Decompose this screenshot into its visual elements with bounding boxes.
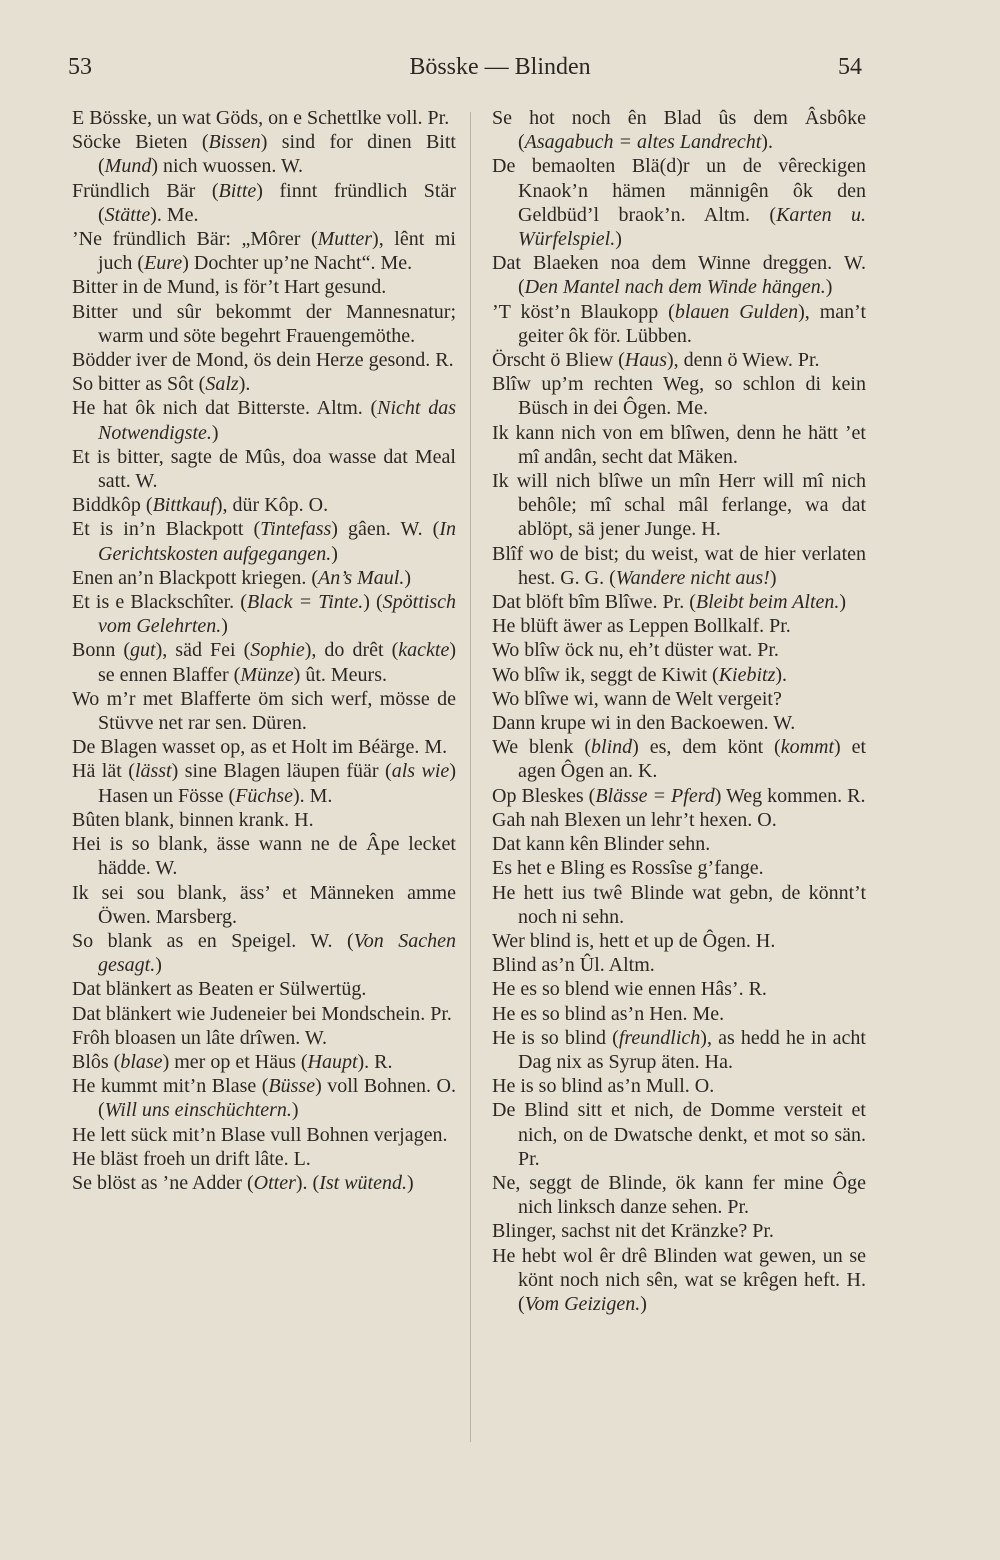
proverb-entry: Ik kann nich von em blîwen, denn he hätt ’et mî andân, secht dat Mäken. (492, 421, 866, 468)
proverb-entry: Dat kann kên Blinder sehn. (492, 833, 711, 856)
proverb-entry: Ik will nich blîwe un mîn Herr will mî nich behôle; mî schal mâl ferlange, wa dat ablöpt, sä jener Junge. H. (492, 470, 866, 541)
proverb-entry: Ne, seggt de Blinde, ök kann fer mine Ôge nich linksch danze sehen. Pr. (492, 1171, 866, 1219)
proverb-entry: ’Ne fründlich Bär: „Môrer (Mutter), lênt mi juch (Eure) Dochter up’ne Nacht“. Me. (72, 228, 456, 275)
proverb-entry: Ik sei sou blank, äss’ et Männeken amme Öwen. Marsberg. (72, 881, 456, 928)
proverb-entry: He hett ius twê Blinde wat gebn, de könnt’t noch ni sehn. (492, 881, 866, 928)
proverb-entry: Dat blänkert wie Judeneier bei Mondschein. Pr. (72, 1002, 452, 1025)
proverb-entry: Blinger, sachst nit det Kränzke? Pr. (492, 1220, 774, 1243)
proverb-entry: E Bösske, un wat Göds, on e Schettlke voll. Pr. (72, 107, 450, 129)
proverb-entry: He lett sück mit’n Blase vull Bohnen verjagen. (72, 1123, 448, 1146)
proverb-entry: Dat Blaeken noa dem Winne dreggen. W. (Den Mantel nach dem Winde hängen.) (492, 252, 866, 299)
proverb-entry: He blüft äwer as Leppen Bollkalf. Pr. (492, 615, 791, 638)
column-divider (470, 112, 471, 1442)
proverb-entry: Hä lät (lässt) sine Blagen läupen füär (als wie) Hasen un Fösse (Füchse). M. (72, 760, 456, 807)
proverb-entry: He hat ôk nich dat Bitterste. Altm. (Nicht das Notwendigste.) (72, 397, 456, 444)
proverb-entry: ’T köst’n Blaukopp (blauen Gulden), man’t geiter ôk för. Lübben. (492, 300, 867, 347)
proverb-entry: Dann krupe wi in den Backoewen. W. (492, 712, 796, 735)
proverb-entry: Wer blind is, hett et up de Ôgen. H. (492, 929, 776, 952)
proverb-entry: Wo blîw ik, seggt de Kiwit (Kiebitz). (492, 663, 788, 686)
proverb-entry: Bonn (gut), säd Fei (Sophie), do drêt (kackte) se ennen Blaffer (Münze) ût. Meurs. (72, 639, 457, 686)
proverb-entry: Söcke Bieten (Bissen) sind for dinen Bitt (Mund) nich wuossen. W. (72, 131, 456, 178)
proverb-entry: Blôs (blase) mer op et Häus (Haupt). R. (72, 1050, 393, 1073)
proverb-entry: He kummt mit’n Blase (Büsse) voll Bohnen. O. (Will uns einschüchtern.) (72, 1075, 456, 1122)
proverb-entry: Se hot noch ên Blad ûs dem Âsbôke (Asagabuch = altes Landrecht). (492, 107, 866, 154)
proverb-entry: Fründlich Bär (Bitte) finnt fründlich Stär (Stätte). Me. (72, 179, 456, 226)
proverb-entry: De Blagen wasset op, as et Holt im Béärge. M. (72, 736, 448, 759)
right-text-column (492, 106, 866, 1316)
proverb-entry: Enen an’n Blackpott kriegen. (An’s Maul.) (72, 566, 412, 589)
proverb-entry: We blenk (blind) es, dem könt (kommt) et agen Ôgen an. K. (492, 736, 866, 783)
proverb-entry: He es so blend wie ennen Hâs’. R. (492, 978, 767, 1001)
proverb-entry: Bûten blank, binnen krank. H. (72, 808, 314, 831)
running-title: Bösske — Blinden (409, 54, 591, 80)
proverb-entry: So blank as en Speigel. W. (Von Sachen gesagt.) (72, 929, 456, 977)
proverb-entry: De bemaolten Blä(d)r un de vêreckigen Knaok’n hämen männigên ôk den Geldbüd’l braok’n. Altm. (Karten u. Würfelspiel.) (492, 155, 866, 251)
proverb-entry: He es so blind as’n Hen. Me. (492, 1002, 725, 1025)
proverb-entry: Gah nah Blexen un lehr’t hexen. O. (492, 808, 777, 831)
proverb-entry: Bödder iver de Mond, ös dein Herze gesond. R. (72, 349, 454, 372)
proverb-entry: Bitter und sûr bekommt der Mannesnatur; warm und söte begehrt Frauengemöthe. (72, 300, 456, 347)
proverb-entry: Dat blöft bîm Blîwe. Pr. (Bleibt beim Alten.) (492, 591, 847, 614)
proverb-entry: Blîf wo de bist; du weist, wat de hier verlaten hest. G. G. (Wandere nicht aus!) (492, 542, 866, 589)
proverb-entry: Wo blîwe wi, wann de Welt vergeit? (492, 687, 782, 710)
proverb-entry: Dat blänkert as Beaten er Sülwertüg. (72, 978, 367, 1001)
proverb-entry: De Blind sitt et nich, de Domme versteit et nich, on de Dwatsche denkt, et mot so sän. Pr. (492, 1099, 866, 1170)
proverb-entry: Et is in’n Blackpott (Tintefass) gâen. W. (In Gerichtskosten aufgegangen.) (72, 518, 456, 565)
proverb-entry: Biddkôp (Bittkauf), dür Kôp. O. (72, 494, 329, 517)
proverb-entry: Blîw up’m rechten Weg, so schlon di kein Büsch in dei Ôgen. Me. (492, 373, 866, 420)
proverb-entry: He hebt wol êr drê Blinden wat gewen, un se könt noch nich sên, wat se krêgen heft. H. (Vom Geizigen.) (492, 1244, 866, 1315)
proverb-entry: Hei is so blank, ässe wann ne de Âpe lecket hädde. W. (72, 833, 456, 880)
proverb-entry: Wo blîw öck nu, eh’t düster wat. Pr. (492, 639, 779, 662)
proverb-entry: So bitter as Sôt (Salz). (72, 373, 251, 396)
proverb-entry: Se blöst as ’ne Adder (Otter). (Ist wütend.) (72, 1171, 414, 1194)
proverb-entry: Bitter in de Mund, is för’t Hart gesund. (72, 276, 387, 299)
left-page-number: 53 (68, 54, 92, 80)
proverb-entry: He is so blind (freundlich), as hedd he in acht Dag nix as Syrup äten. Ha. (492, 1026, 866, 1073)
proverb-entry: Es het e Bling es Rossîse g’fange. (492, 857, 764, 880)
proverb-entry: Et is e Blackschîter. (Black = Tinte.) (Spöttisch vom Gelehrten.) (72, 591, 456, 638)
proverb-entry: Wo m’r met Blafferte öm sich werf, mösse de Stüvve net rar sen. Düren. (72, 687, 456, 735)
proverb-entry: Et is bitter, sagte de Mûs, doa wasse dat Meal satt. W. (72, 445, 456, 493)
proverb-entry: Frôh bloasen un lâte drîwen. W. (72, 1026, 327, 1049)
proverb-entry: He is so blind as’n Mull. O. (492, 1075, 715, 1098)
left-text-column (72, 106, 456, 1195)
right-page-number: 54 (838, 54, 862, 80)
proverb-entry: Op Bleskes (Blässe = Pferd) Weg kommen. R. (492, 784, 866, 807)
proverb-entry: Blind as’n Ûl. Altm. (492, 954, 655, 977)
proverb-entry: He bläst froeh un drift lâte. L. (72, 1147, 311, 1170)
proverb-entry: Örscht ö Bliew (Haus), denn ö Wiew. Pr. (492, 349, 820, 372)
